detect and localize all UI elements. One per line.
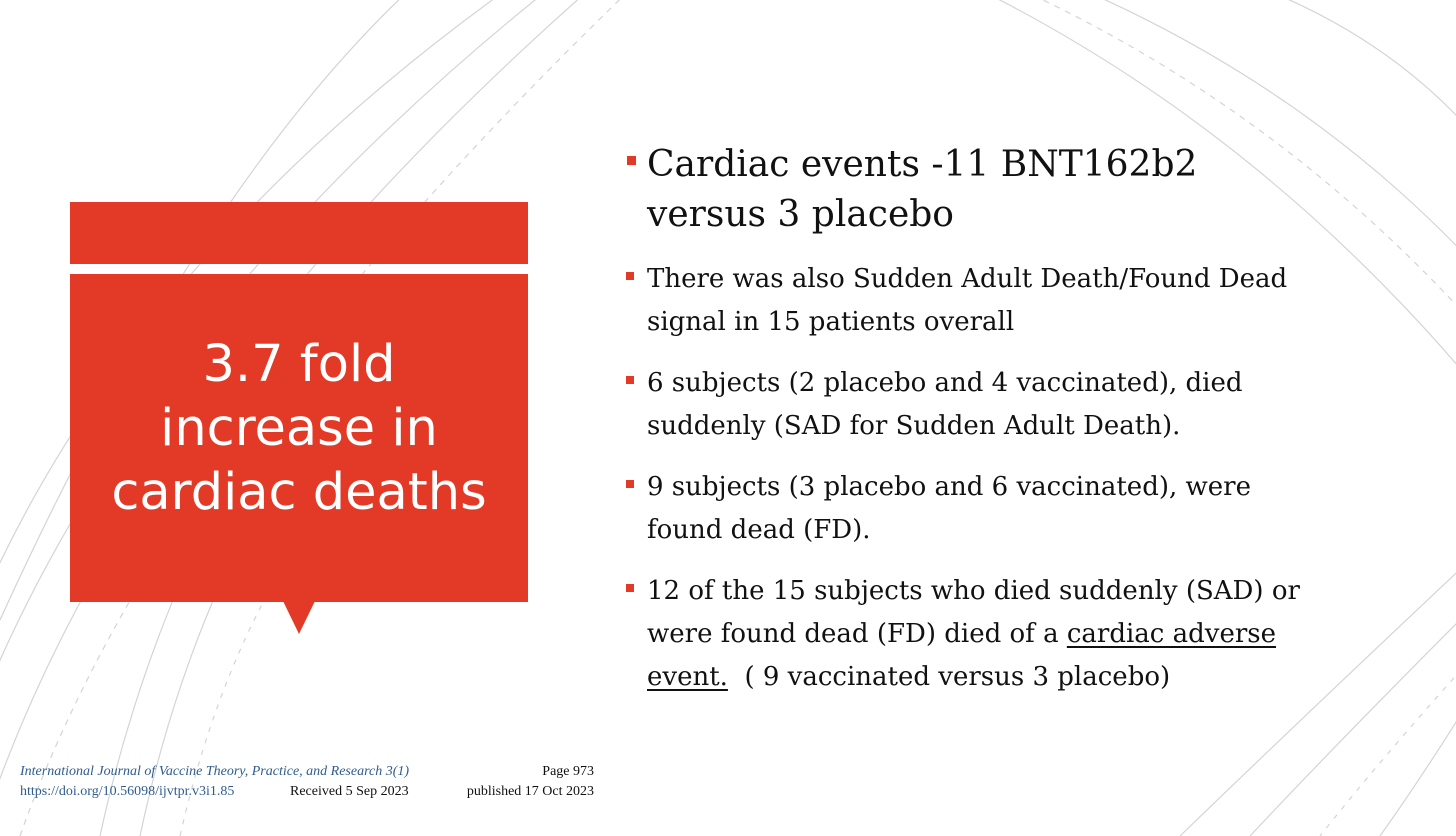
bullet-text-line: 12 of the 15 subjects who died suddenly (SAD) or bbox=[647, 576, 1300, 606]
callout-headline bbox=[89, 333, 509, 525]
bullet-marker-icon bbox=[626, 272, 634, 280]
callout-line: 3.7 fold bbox=[202, 335, 396, 394]
bullet-marker-icon bbox=[627, 156, 636, 165]
bullet-text-line: 9 subjects (3 placebo and 6 vaccinated), were bbox=[647, 472, 1251, 502]
bullet-text-line: suddenly (SAD for Sudden Adult Death). bbox=[647, 411, 1181, 441]
bullet-sudden-death-signal bbox=[626, 258, 1416, 344]
bullet-text-segment: ( 9 vaccinated versus 3 placebo) bbox=[727, 662, 1171, 692]
bullet-list bbox=[626, 140, 1416, 717]
callout-line: increase in bbox=[160, 399, 438, 458]
underlined-text: cardiac adverse bbox=[1066, 619, 1276, 649]
bullet-main bbox=[626, 140, 1416, 240]
bullet-marker-icon bbox=[626, 376, 634, 384]
callout-header-bar bbox=[70, 202, 528, 264]
bullet-text-line: There was also Sudden Adult Death/Found Dead bbox=[647, 264, 1288, 294]
bullet-text-line bbox=[647, 656, 1416, 699]
published-date: published 17 Oct 2023 bbox=[466, 784, 594, 799]
bullet-text-line: versus 3 placebo bbox=[647, 194, 954, 235]
citation-footer bbox=[20, 762, 594, 802]
journal-name: International Journal of Vaccine Theory, Practice, and Research 3(1) bbox=[20, 764, 410, 779]
bullet-sad-subjects bbox=[626, 362, 1416, 448]
bullet-text-line: found dead (FD). bbox=[647, 515, 871, 545]
bullet-text-line: 6 subjects (2 placebo and 4 vaccinated), died bbox=[647, 368, 1243, 398]
callout-box bbox=[70, 274, 528, 602]
bullet-text-line bbox=[647, 613, 1416, 656]
callout-pointer bbox=[283, 601, 315, 634]
bullet-cardiac-adverse bbox=[626, 570, 1416, 699]
doi-link[interactable]: https://doi.org/10.56098/ijvtpr.v3i1.85 bbox=[20, 784, 235, 799]
bullet-fd-subjects bbox=[626, 466, 1416, 552]
bullet-marker-icon bbox=[626, 584, 634, 592]
received-date: Received 5 Sep 2023 bbox=[290, 784, 409, 799]
bullet-text-line: Cardiac events -11 BNT162b2 bbox=[647, 144, 1198, 185]
page-number: Page 973 bbox=[542, 764, 594, 779]
underlined-text: event. bbox=[647, 662, 728, 692]
callout-line: cardiac deaths bbox=[111, 463, 487, 522]
bullet-marker-icon bbox=[626, 480, 634, 488]
bullet-text-segment: were found dead (FD) died of a bbox=[647, 619, 1067, 649]
bullet-text-line: signal in 15 patients overall bbox=[647, 307, 1015, 337]
